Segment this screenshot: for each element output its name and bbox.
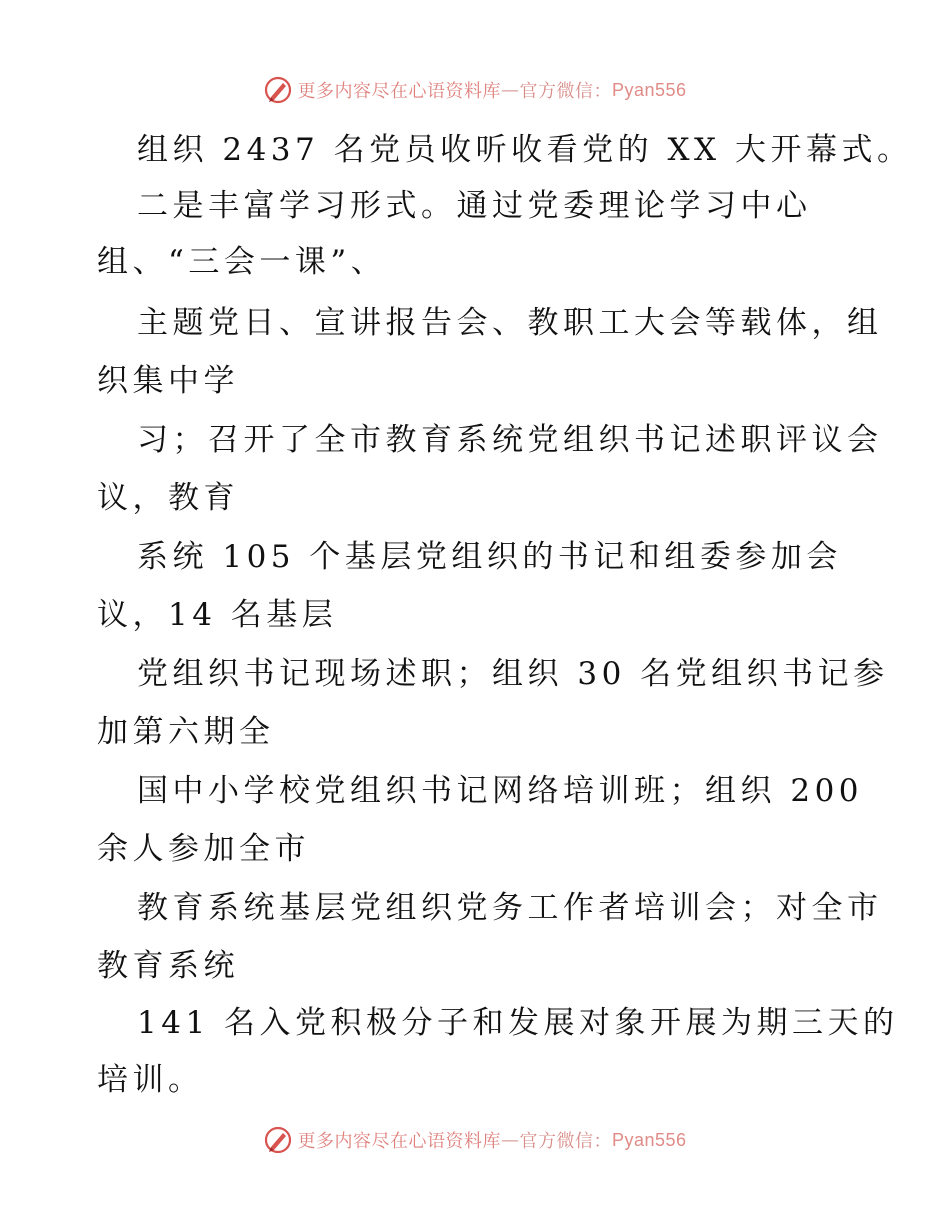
text-line-3: 组、“三会一课”、	[97, 244, 387, 280]
footer-wechat-label: 官方微信：	[519, 1131, 612, 1152]
text-line-13: 余人参加全市	[97, 831, 310, 867]
text-line-7: 议，教育	[97, 480, 239, 516]
footer-banner	[0, 1120, 950, 1160]
text-line-4: 主题党日、宣讲报告会、教职工大会等载体，组	[137, 305, 883, 341]
header-wechat-label: 官方微信：	[519, 81, 612, 102]
footer-brand-text: 更多内容尽在心语资料库	[297, 1131, 501, 1152]
text-line-11: 加第六期全	[97, 714, 275, 750]
header-brand-text: 更多内容尽在心语资料库	[297, 81, 501, 102]
footer-separator: —	[500, 1129, 520, 1151]
pen-logo-icon	[263, 1125, 293, 1155]
footer-wechat-id: Pyan556	[611, 1129, 687, 1150]
text-line-5: 织集中学	[97, 363, 239, 399]
header-wechat-id: Pyan556	[611, 79, 687, 100]
text-line-14: 教育系统基层党组织党务工作者培训会；对全市	[137, 890, 883, 926]
text-line-12: 国中小学校党组织书记网络培训班；组织 200	[137, 773, 864, 809]
text-line-6: 习；召开了全市教育系统党组织书记述职评议会	[137, 422, 883, 458]
text-line-8: 系统 105 个基层党组织的书记和组委参加会	[137, 539, 842, 575]
text-line-10: 党组织书记现场述职；组织 30 名党组织书记参	[137, 656, 889, 692]
text-line-17: 培训。	[97, 1062, 204, 1098]
text-line-15: 教育系统	[97, 948, 239, 984]
text-line-1: 组织 2437 名党员收听收看党的 XX 大开幕式。	[137, 132, 913, 168]
header-separator: —	[500, 79, 520, 101]
text-line-16: 141 名入党积极分子和发展对象开展为期三天的	[137, 1005, 899, 1041]
text-line-9: 议，14 名基层	[97, 597, 338, 633]
text-line-2: 二是丰富学习形式。通过党委理论学习中心	[137, 188, 812, 224]
